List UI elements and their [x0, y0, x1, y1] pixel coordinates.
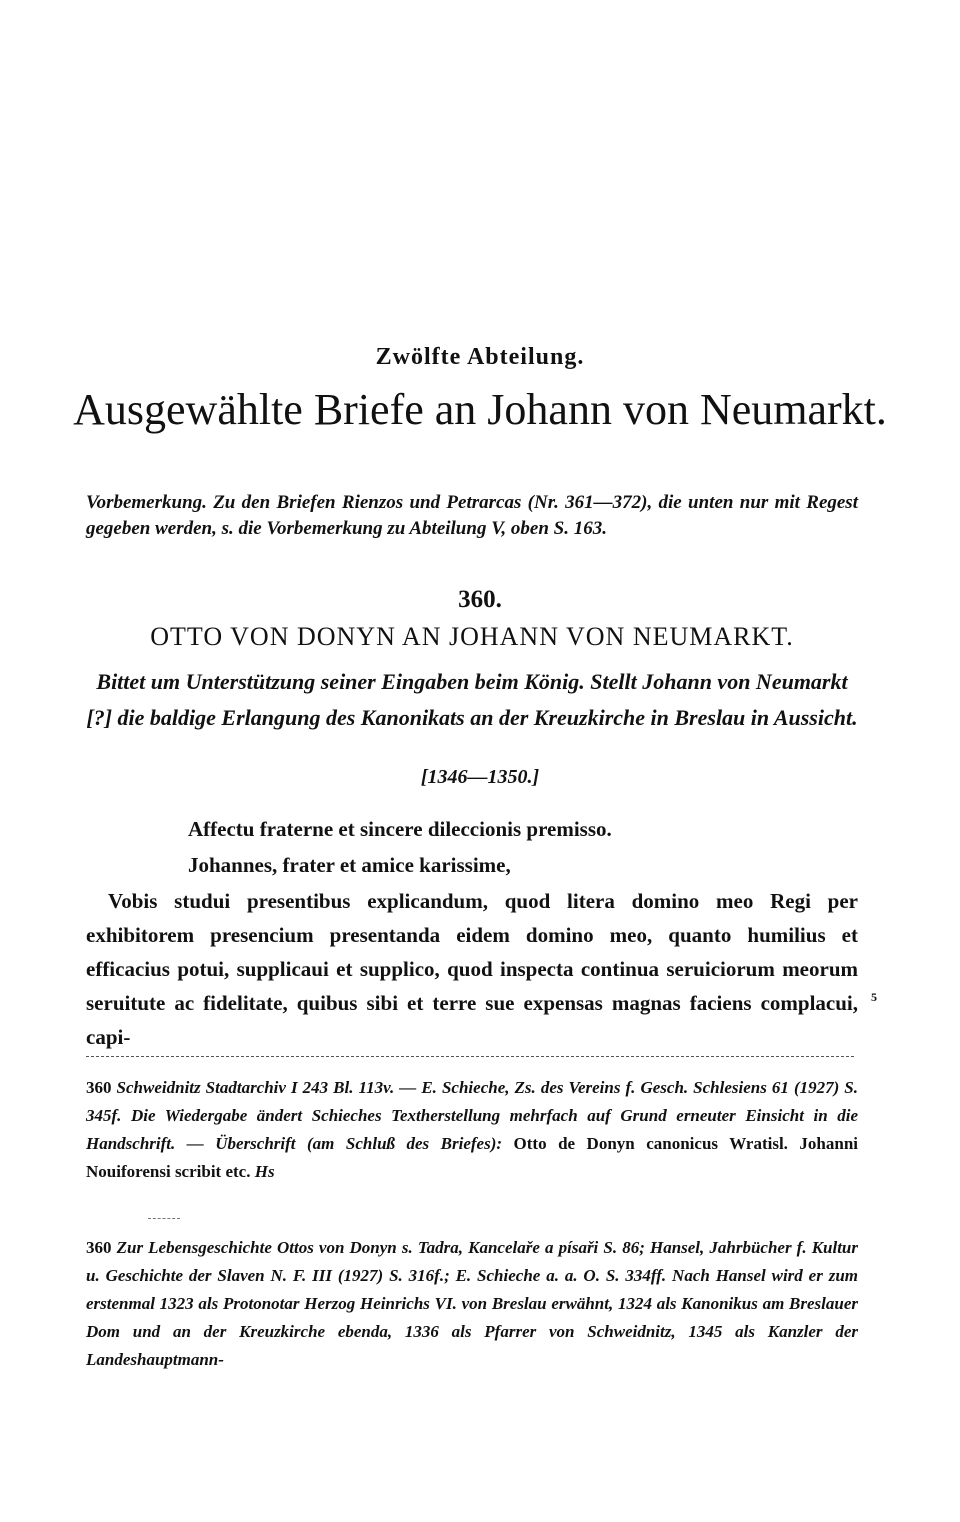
letter-summary: Bittet um Unterstützung seiner Eingaben beim König. Stellt Johann von Neumarkt [?] die baldige Erlangung des Kanonikats an der Kreuzkirche in Breslau in Aussicht.: [86, 669, 858, 730]
footnote-reference: 360: [86, 1238, 112, 1257]
letter-number: 360.: [458, 586, 502, 613]
page-title: Ausgewählte Briefe an Johann von Neumarkt.: [73, 385, 887, 434]
line-number-marker: 5: [871, 990, 877, 1004]
footnote-divider: [86, 1056, 854, 1057]
manuscript-heading-text: Otto de Donyn canonicus Wratisl. Johanni Nouiforensi scribit etc.: [86, 1134, 858, 1181]
footnote-apparatus: [86, 1074, 858, 1186]
letter-body: Vobis studui presentibus explicandum, quod litera domino meo Regi per exhibitorem presencium presentanda eidem domino meo, quanto humilius et efficacius potui, supplicaui et supplico, quod inspecta continua seruiciorum meorum seruitute ac fidelitate, quibus sibi et terre sue expensas magnas faciens complacui, capi-: [86, 889, 858, 1049]
footnote-reference: 360: [86, 1078, 112, 1097]
manuscript-siglum: Hs: [254, 1162, 275, 1181]
footnote-commentary: [86, 1234, 858, 1374]
commentary-text: Zur Lebensgeschichte Ottos von Donyn s. Tadra, Kancelaře a písaři S. 86; Hansel, Jahrbücher f. Kultur u. Geschichte der Slaven N. F. III (1927) S. 316f.; E. Schieche a. a. O. S. 334ff. Nach Hansel wird er zum erstenmal 1323 als Protonotar Herzog Heinrichs VI. von Breslau erwähnt, 1324 als Kanonikus am Breslauer Dom und an der Kreuzkirche ebenda, 1336 als Pfarrer von Schweidnitz, 1345 als Kanzler der Landeshauptmann-: [86, 1238, 859, 1369]
letter-greeting: Affectu fraterne et sincere dileccionis premisso.: [188, 817, 612, 841]
letter-heading: OTTO VON DONYN AN JOHANN VON NEUMARKT.: [150, 622, 794, 651]
footnote-separator: [148, 1218, 180, 1219]
prefatory-note: Vorbemerkung. Zu den Briefen Rienzos und Petrarcas (Nr. 361—372), die unten nur mit Regest gegeben werden, s. die Vorbemerkung zu Abteilung V, oben S. 163.: [86, 492, 858, 539]
division-heading: Zwölfte Abteilung.: [375, 344, 585, 370]
letter-date: [1346—1350.]: [420, 766, 540, 788]
letter-salutation: Johannes, frater et amice karissime,: [188, 853, 511, 877]
apparatus-text: Schweidnitz Stadtarchiv I 243 Bl. 113v. — E. Schieche, Zs. des Vereins f. Gesch. Schlesiens 61 (1927) S. 345f. Die Wiedergabe ändert Schieches Textherstellung mehrfach auf Grund erneuter Einsicht in die Handschrift. — Überschrift (am Schluß des Briefes):: [86, 1078, 859, 1153]
